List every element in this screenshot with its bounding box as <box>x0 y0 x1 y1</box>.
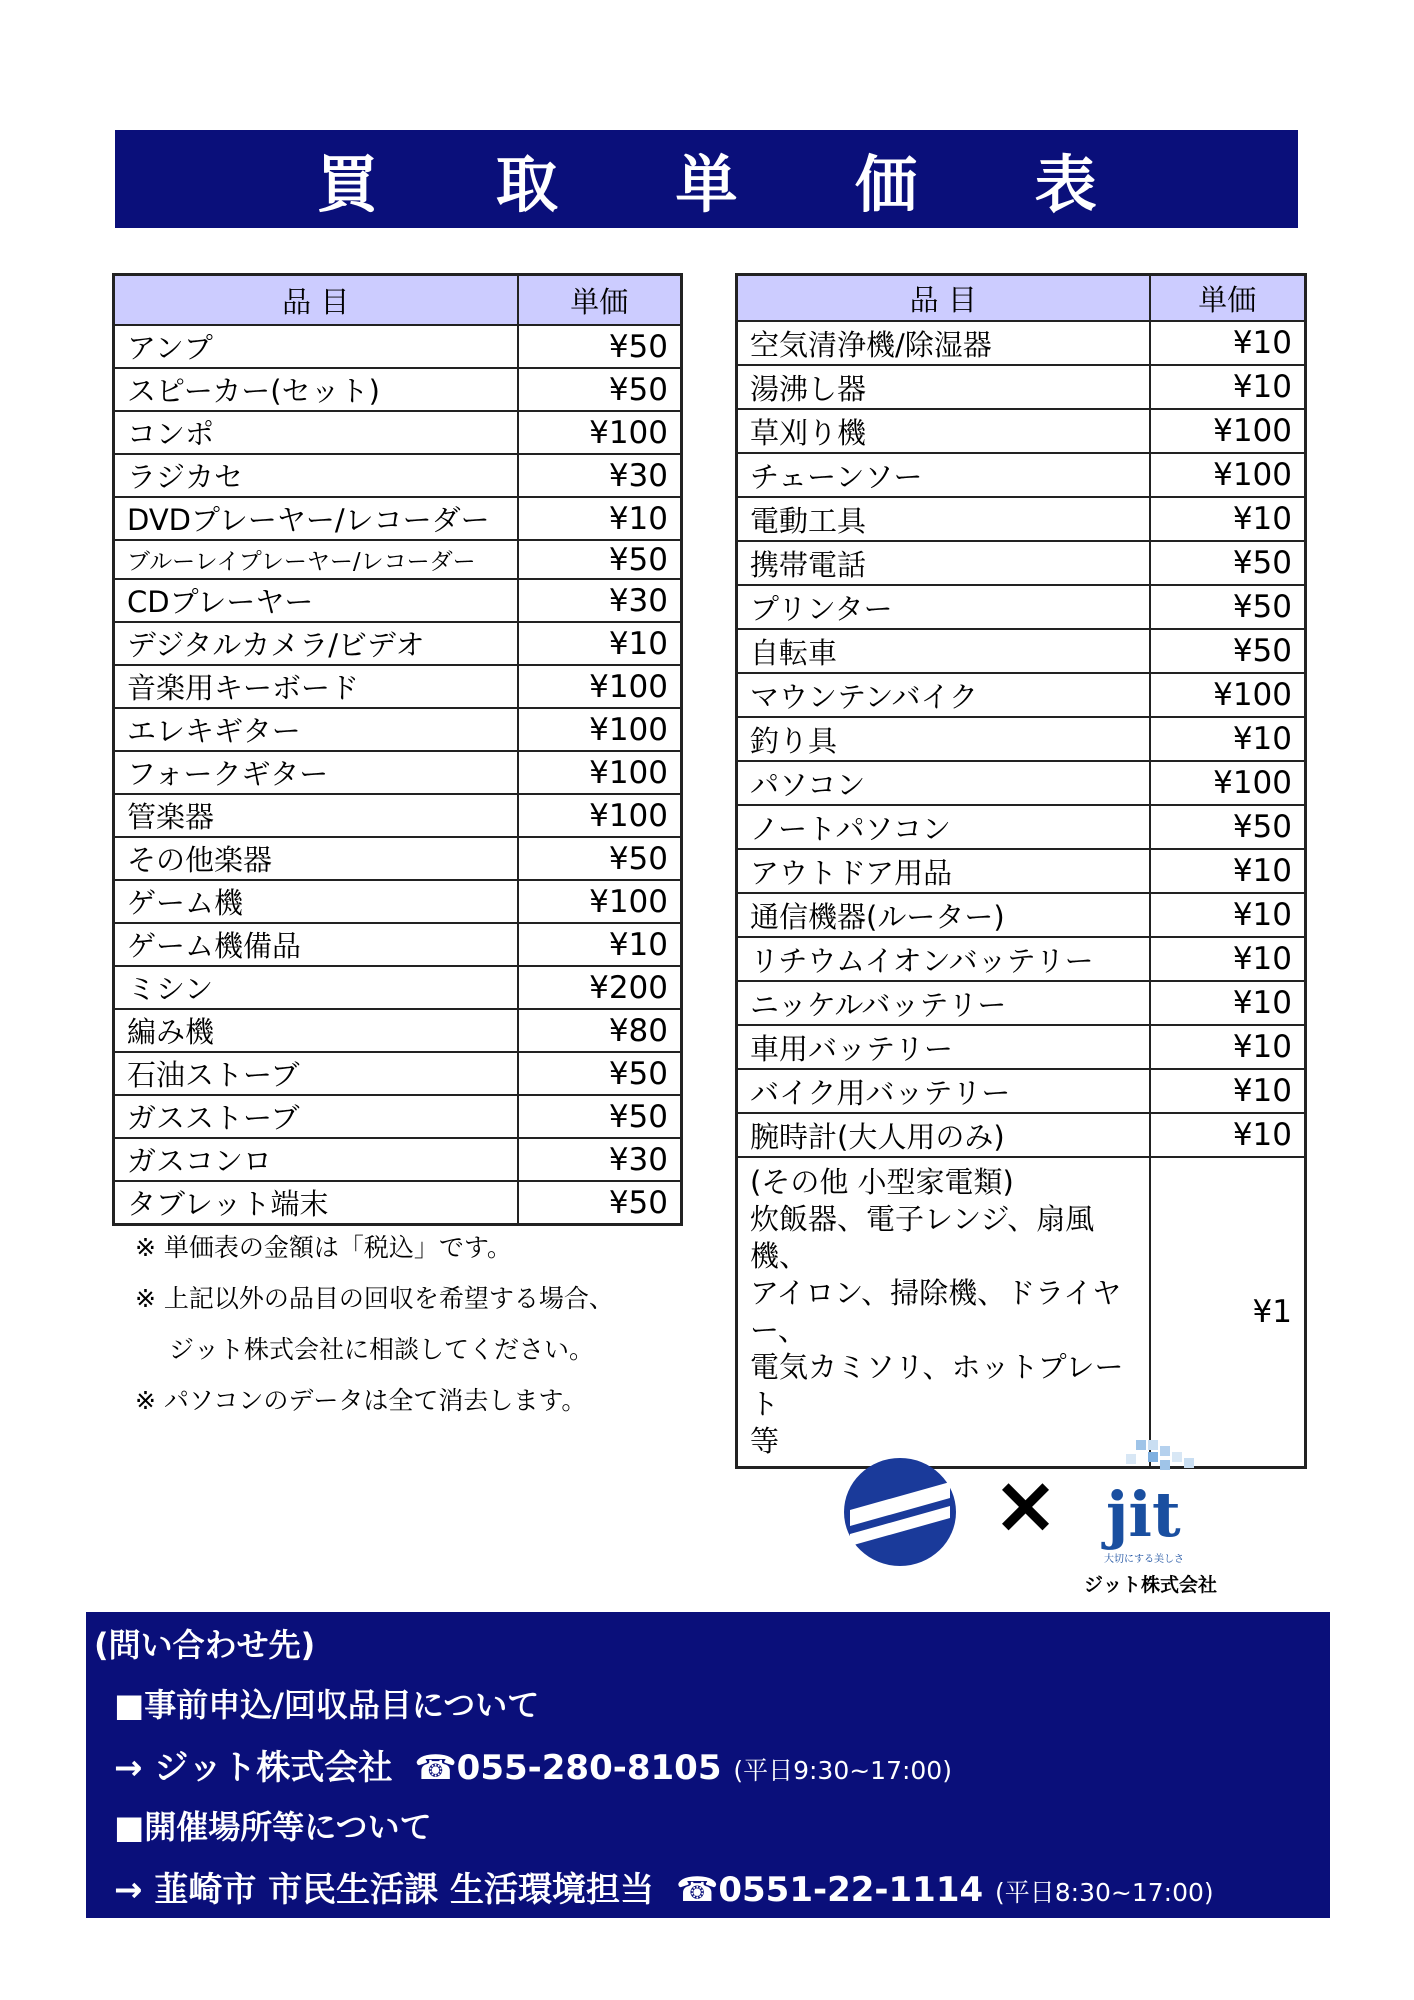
price-cell: ¥30 <box>518 579 682 622</box>
table-row <box>114 1181 682 1225</box>
item-cell: スピーカー(セット) <box>114 368 518 411</box>
table-row <box>114 540 682 579</box>
price-cell: ¥50 <box>518 837 682 880</box>
table-row <box>114 411 682 454</box>
item-cell: 草刈り機 <box>737 409 1150 453</box>
item-cell: 自転車 <box>737 629 1150 673</box>
price-cell: ¥10 <box>1150 717 1306 761</box>
notes <box>135 1222 614 1426</box>
item-cell: チェーンソー <box>737 453 1150 497</box>
price-cell: ¥100 <box>518 751 682 794</box>
table-row <box>114 1138 682 1181</box>
table-row <box>737 673 1306 717</box>
item-cell: 通信機器(ルーター) <box>737 893 1150 937</box>
item-cell: 空気清浄機/除湿器 <box>737 321 1150 365</box>
table-row <box>737 937 1306 981</box>
logo-area <box>840 1440 1240 1600</box>
table-row <box>737 893 1306 937</box>
price-cell: ¥50 <box>1150 629 1306 673</box>
note-pc-data: ※ パソコンのデータは全て消去します。 <box>135 1386 587 1415</box>
other-items-cell <box>737 1157 1150 1468</box>
item-cell: バイク用バッテリー <box>737 1069 1150 1113</box>
contact-city-phone: ☎0551-22-1114 <box>676 1870 984 1910</box>
note-other-items: ※ 上記以外の品目の回収を希望する場合、 <box>135 1284 614 1313</box>
price-cell: ¥200 <box>518 966 682 1009</box>
price-cell: ¥100 <box>518 794 682 837</box>
contact-section-application: ■事前申込/回収品目について <box>114 1686 540 1724</box>
price-cell: ¥50 <box>518 1095 682 1138</box>
table-row <box>737 805 1306 849</box>
price-cell: ¥100 <box>518 411 682 454</box>
table-row <box>114 708 682 751</box>
table-row <box>737 497 1306 541</box>
page-title-text: 買 取 単 価 表 <box>316 147 1145 221</box>
contact-city-hours: (平日8:30~17:00) <box>995 1878 1214 1907</box>
table-row <box>737 365 1306 409</box>
table-row <box>737 761 1306 805</box>
table-row <box>737 629 1306 673</box>
table-row <box>737 453 1306 497</box>
item-cell: タブレット端末 <box>114 1181 518 1225</box>
other-line: 等 <box>750 1424 780 1458</box>
table-row <box>114 837 682 880</box>
price-cell: ¥50 <box>518 1181 682 1225</box>
table-row <box>114 368 682 411</box>
contact-heading: (問い合わせ先) <box>94 1626 316 1664</box>
table-row <box>737 585 1306 629</box>
contact-box <box>86 1612 1330 1918</box>
item-cell: DVDプレーヤー/レコーダー <box>114 497 518 540</box>
item-cell: 石油ストーブ <box>114 1052 518 1095</box>
price-cell: ¥10 <box>518 622 682 665</box>
price-cell: ¥50 <box>518 540 682 579</box>
table-row <box>114 923 682 966</box>
right-price-table <box>735 273 1307 1469</box>
item-cell: 音楽用キーボード <box>114 665 518 708</box>
table-row <box>114 622 682 665</box>
table-row <box>114 1009 682 1052</box>
table-row <box>114 1052 682 1095</box>
item-column-header: 品 目 <box>114 275 518 326</box>
table-row <box>114 794 682 837</box>
table-row <box>737 541 1306 585</box>
item-cell: その他楽器 <box>114 837 518 880</box>
table-header-row <box>737 275 1306 322</box>
item-cell: ゲーム機備品 <box>114 923 518 966</box>
price-cell: ¥80 <box>518 1009 682 1052</box>
contact-jit-phone: ☎055-280-8105 <box>414 1748 722 1788</box>
price-cell: ¥10 <box>1150 1069 1306 1113</box>
table-row <box>114 966 682 1009</box>
item-cell: プリンター <box>737 585 1150 629</box>
item-cell: 車用バッテリー <box>737 1025 1150 1069</box>
item-cell: 釣り具 <box>737 717 1150 761</box>
table-row <box>114 497 682 540</box>
other-price-cell: ¥1 <box>1150 1157 1306 1468</box>
other-line: (その他 小型家電類) <box>750 1165 1014 1199</box>
price-cell: ¥100 <box>1150 761 1306 805</box>
table-row <box>737 1113 1306 1157</box>
price-cell: ¥10 <box>1150 893 1306 937</box>
price-cell: ¥30 <box>518 454 682 497</box>
item-cell: エレキギター <box>114 708 518 751</box>
price-cell: ¥100 <box>1150 673 1306 717</box>
table-row <box>114 665 682 708</box>
item-cell: 電動工具 <box>737 497 1150 541</box>
price-cell: ¥10 <box>1150 1113 1306 1157</box>
city-emblem-icon <box>840 1452 960 1572</box>
contact-jit-line <box>114 1740 952 1789</box>
price-cell: ¥100 <box>1150 409 1306 453</box>
jit-logo <box>1080 1440 1220 1596</box>
jit-wordmark: jit <box>1106 1478 1181 1551</box>
table-row <box>737 1069 1306 1113</box>
item-cell: ガスコンロ <box>114 1138 518 1181</box>
item-cell: ミシン <box>114 966 518 1009</box>
price-cell: ¥50 <box>518 325 682 368</box>
price-cell: ¥10 <box>1150 1025 1306 1069</box>
price-column-header: 単価 <box>518 275 682 326</box>
price-cell: ¥50 <box>1150 805 1306 849</box>
item-cell: CDプレーヤー <box>114 579 518 622</box>
jit-tagline: 大切にする美しさ <box>1104 1554 1184 1565</box>
price-cell: ¥30 <box>518 1138 682 1181</box>
price-cell: ¥10 <box>518 497 682 540</box>
price-cell: ¥10 <box>1150 981 1306 1025</box>
item-cell: ゲーム機 <box>114 880 518 923</box>
table-header-row <box>114 275 682 326</box>
item-cell: アウトドア用品 <box>737 849 1150 893</box>
other-line: 炊飯器、電子レンジ、扇風機、 <box>750 1202 1095 1273</box>
note-other-items-cont: ジット株式会社に相談してください。 <box>169 1335 595 1364</box>
table-row <box>737 321 1306 365</box>
table-row <box>114 880 682 923</box>
item-cell: デジタルカメラ/ビデオ <box>114 622 518 665</box>
item-cell: 携帯電話 <box>737 541 1150 585</box>
table-row <box>114 325 682 368</box>
price-cell: ¥10 <box>1150 849 1306 893</box>
other-line: アイロン、掃除機、ドライヤー、 <box>750 1276 1122 1347</box>
jit-company-name: ジット株式会社 <box>1084 1574 1218 1596</box>
item-cell: 編み機 <box>114 1009 518 1052</box>
item-cell: ラジカセ <box>114 454 518 497</box>
other-line: 電気カミソリ、ホットプレート <box>750 1350 1124 1421</box>
price-cell: ¥10 <box>1150 497 1306 541</box>
left-price-table <box>112 273 683 1226</box>
item-cell: ブルーレイプレーヤー/レコーダー <box>114 540 518 579</box>
price-cell: ¥10 <box>518 923 682 966</box>
table-row <box>114 579 682 622</box>
table-row <box>737 409 1306 453</box>
item-cell: パソコン <box>737 761 1150 805</box>
contact-city-name: → 韮崎市 市民生活課 生活環境担当 <box>114 1870 654 1910</box>
table-row <box>737 981 1306 1025</box>
price-cell: ¥50 <box>518 368 682 411</box>
price-cell: ¥100 <box>518 880 682 923</box>
contact-section-venue: ■開催場所等について <box>114 1808 432 1846</box>
price-cell: ¥100 <box>518 665 682 708</box>
item-cell: 腕時計(大人用のみ) <box>737 1113 1150 1157</box>
table-row <box>114 751 682 794</box>
table-row <box>114 1095 682 1138</box>
item-cell: 管楽器 <box>114 794 518 837</box>
price-cell: ¥50 <box>1150 541 1306 585</box>
item-cell: ガスストーブ <box>114 1095 518 1138</box>
table-row <box>737 849 1306 893</box>
table-row <box>114 454 682 497</box>
price-cell: ¥10 <box>1150 365 1306 409</box>
contact-jit-name: → ジット株式会社 <box>114 1748 393 1788</box>
price-cell: ¥10 <box>1150 321 1306 365</box>
jit-mosaic-icon <box>1126 1440 1206 1480</box>
item-column-header: 品 目 <box>737 275 1150 322</box>
item-cell: マウンテンバイク <box>737 673 1150 717</box>
price-cell: ¥50 <box>518 1052 682 1095</box>
item-cell: ノートパソコン <box>737 805 1150 849</box>
price-cell: ¥100 <box>518 708 682 751</box>
item-cell: 湯沸し器 <box>737 365 1150 409</box>
contact-city-line <box>114 1862 1214 1911</box>
cross-symbol: × <box>992 1458 1060 1551</box>
table-row <box>737 717 1306 761</box>
item-cell: アンプ <box>114 325 518 368</box>
item-cell: ニッケルバッテリー <box>737 981 1150 1025</box>
price-column-header: 単価 <box>1150 275 1306 322</box>
price-cell: ¥100 <box>1150 453 1306 497</box>
price-cell: ¥50 <box>1150 585 1306 629</box>
table-row <box>737 1025 1306 1069</box>
note-tax: ※ 単価表の金額は「税込」です。 <box>135 1233 512 1262</box>
item-cell: フォークギター <box>114 751 518 794</box>
item-cell: リチウムイオンバッテリー <box>737 937 1150 981</box>
price-cell: ¥10 <box>1150 937 1306 981</box>
other-small-appliances-row <box>737 1157 1306 1468</box>
contact-jit-hours: (平日9:30~17:00) <box>733 1756 952 1785</box>
page-title <box>115 130 1298 228</box>
item-cell: コンポ <box>114 411 518 454</box>
